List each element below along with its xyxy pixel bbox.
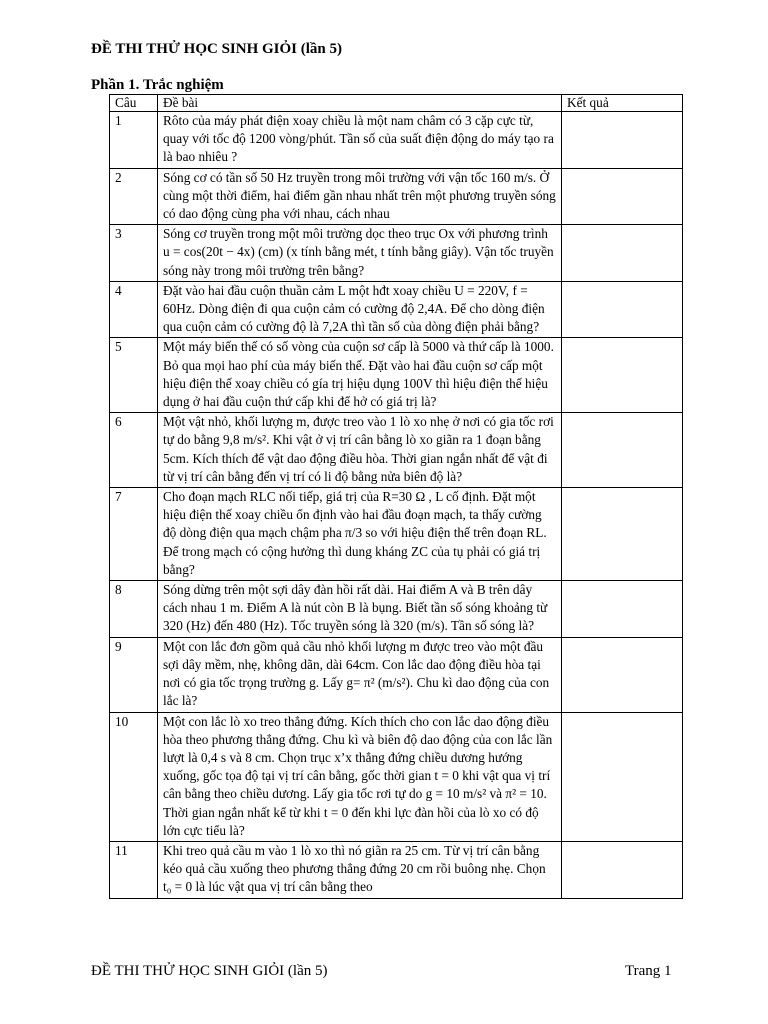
question-number-cell: 2 xyxy=(110,168,158,225)
problem-text-cell: Một vật nhỏ, khối lượng m, được treo vào 1 lò xo nhẹ ở nơi có gia tốc rơi tự do bằng 9,8 m/s². Khi vật ở vị trí cân bằng lò xo giãn ra 1 đoạn bằng 5cm. Kích thích để vật dao động điều hòa. Thời gian ngắn nhất để vật đi từ vị trí cân bằng đến vị trí có li độ bằng nửa biên độ là? xyxy=(158,413,562,488)
quiz-table xyxy=(109,94,683,899)
column-header-result: Kết quả xyxy=(562,95,683,112)
problem-text-cell: Một máy biến thế có số vòng của cuộn sơ cấp là 5000 và thứ cấp là 1000. Bỏ qua mọi hao phí của máy biến thế. Đặt vào hai đầu cuộn sơ cấp một hiệu điện thế xoay chiều có gía trị hiệu dụng 100V thì hiệu điện thế hiệu dụng ở hai đầu cuộn thứ cấp khi để hở có giá trị là? xyxy=(158,338,562,413)
question-number-cell: 4 xyxy=(110,281,158,338)
problem-text-cell: Đặt vào hai đầu cuộn thuần cảm L một hđt xoay chiều U = 220V, f = 60Hz. Dòng điện đi qua cuộn cảm có cường độ 2,4A. Để cho dòng điện qua cuộn cảm có cường độ là 7,2A thì tần số của dòng điện phải bằng? xyxy=(158,281,562,338)
problem-text-cell: Rôto của máy phát điện xoay chiều là một nam châm có 3 cặp cực từ, quay với tốc độ 1200 vòng/phút. Tần số của suất điện động do máy tạo ra là bao nhiêu ? xyxy=(158,112,562,169)
result-cell[interactable] xyxy=(562,338,683,413)
question-number-cell: 8 xyxy=(110,581,158,638)
column-header-question-number: Câu xyxy=(110,95,158,112)
table-row xyxy=(110,112,683,169)
problem-text-cell: Cho đoạn mạch RLC nối tiếp, giá trị của R=30 Ω , L cố định. Đặt một hiệu điện thế xoay chiều ổn định vào hai đầu đoạn mạch, ta thấy cường độ dòng điện qua mạch chậm pha π/3 so với hiệu điện thế trên đoạn RL. Để trong mạch có cộng hưởng thì dung kháng ZC của tụ phải có giá trị bằng? xyxy=(158,488,562,581)
footer-title: ĐỀ THI THỬ HỌC SINH GIỎI (lần 5) xyxy=(91,963,328,979)
result-cell[interactable] xyxy=(562,112,683,169)
table-row xyxy=(110,712,683,841)
result-cell[interactable] xyxy=(562,168,683,225)
question-number-cell: 9 xyxy=(110,637,158,712)
question-number-cell: 11 xyxy=(110,841,158,898)
result-cell[interactable] xyxy=(562,841,683,898)
problem-text-cell: Sóng dừng trên một sợi dây đàn hồi rất dài. Hai điểm A và B trên dây cách nhau 1 m. Điểm A là nút còn B là bụng. Biết tần số sóng khoảng từ 320 (Hz) đến 480 (Hz). Tốc truyền sóng là 320 (m/s). Tần số sóng là? xyxy=(158,581,562,638)
question-number-cell: 6 xyxy=(110,413,158,488)
table-row xyxy=(110,281,683,338)
problem-text-cell: Sóng cơ truyền trong một môi trường dọc theo trục Ox với phương trình u = cos(20t − 4x) (cm) (x tính bằng mét, t tính bằng giây). Vận tốc truyền sóng này trong môi trường trên bằng? xyxy=(158,225,562,282)
question-number-cell: 3 xyxy=(110,225,158,282)
question-number-cell: 10 xyxy=(110,712,158,841)
result-cell[interactable] xyxy=(562,637,683,712)
table-row xyxy=(110,168,683,225)
footer-page-number: Trang 1 xyxy=(625,963,672,979)
table-row xyxy=(110,225,683,282)
table-row xyxy=(110,637,683,712)
result-cell[interactable] xyxy=(562,581,683,638)
question-number-cell: 1 xyxy=(110,112,158,169)
column-header-problem: Đề bài xyxy=(158,95,562,112)
problem-text-cell: Một con lắc đơn gồm quả cầu nhỏ khối lượng m được treo vào một đầu sợi dây mềm, nhẹ, không dãn, dài 64cm. Con lắc dao động điều hòa tại nơi có gia tốc trọng trường g. Lấy g= π² (m/s²). Chu kì dao động của con lắc là? xyxy=(158,637,562,712)
table-header-row xyxy=(110,95,683,112)
section-title: Phần 1. Trắc nghiệm xyxy=(91,77,224,93)
problem-text-cell: Một con lắc lò xo treo thẳng đứng. Kích thích cho con lắc dao động điều hòa theo phương thẳng đứng. Chu kì và biên độ dao động của con lắc lần lượt là 0,4 s và 8 cm. Chọn trục x’x thẳng đứng chiều dương hướng xuống, gốc tọa độ tại vị trí cân bằng, gốc thời gian t = 0 khi vật qua vị trí cân bằng theo chiều dương. Lấy gia tốc rơi tự do g = 10 m/s² và π² = 10. Thời gian ngắn nhất kể từ khi t = 0 đến khi lực đàn hồi của lò xo có độ lớn cực tiểu là? xyxy=(158,712,562,841)
quiz-table-container xyxy=(109,94,683,947)
table-row xyxy=(110,488,683,581)
result-cell[interactable] xyxy=(562,413,683,488)
result-cell[interactable] xyxy=(562,712,683,841)
problem-text-cell: Sóng cơ có tần số 50 Hz truyền trong môi trường với vận tốc 160 m/s. Ở cùng một thời điểm, hai điểm gần nhau nhất trên một phương truyền sóng có dao động cùng pha với nhau, cách nhau xyxy=(158,168,562,225)
result-cell[interactable] xyxy=(562,225,683,282)
result-cell[interactable] xyxy=(562,488,683,581)
problem-text-cell: Khi treo quả cầu m vào 1 lò xo thì nó giãn ra 25 cm. Từ vị trí cân bằng kéo quả cầu xuống theo phương thẳng đứng 20 cm rồi buông nhẹ. Chọn t₀ = 0 là lúc vật qua vị trí cân bằng theo xyxy=(158,841,562,898)
question-number-cell: 7 xyxy=(110,488,158,581)
result-cell[interactable] xyxy=(562,281,683,338)
table-row xyxy=(110,581,683,638)
table-row xyxy=(110,338,683,413)
question-number-cell: 5 xyxy=(110,338,158,413)
table-row xyxy=(110,413,683,488)
table-row xyxy=(110,841,683,898)
document-title: ĐỀ THI THỬ HỌC SINH GIỎI (lần 5) xyxy=(91,41,343,57)
